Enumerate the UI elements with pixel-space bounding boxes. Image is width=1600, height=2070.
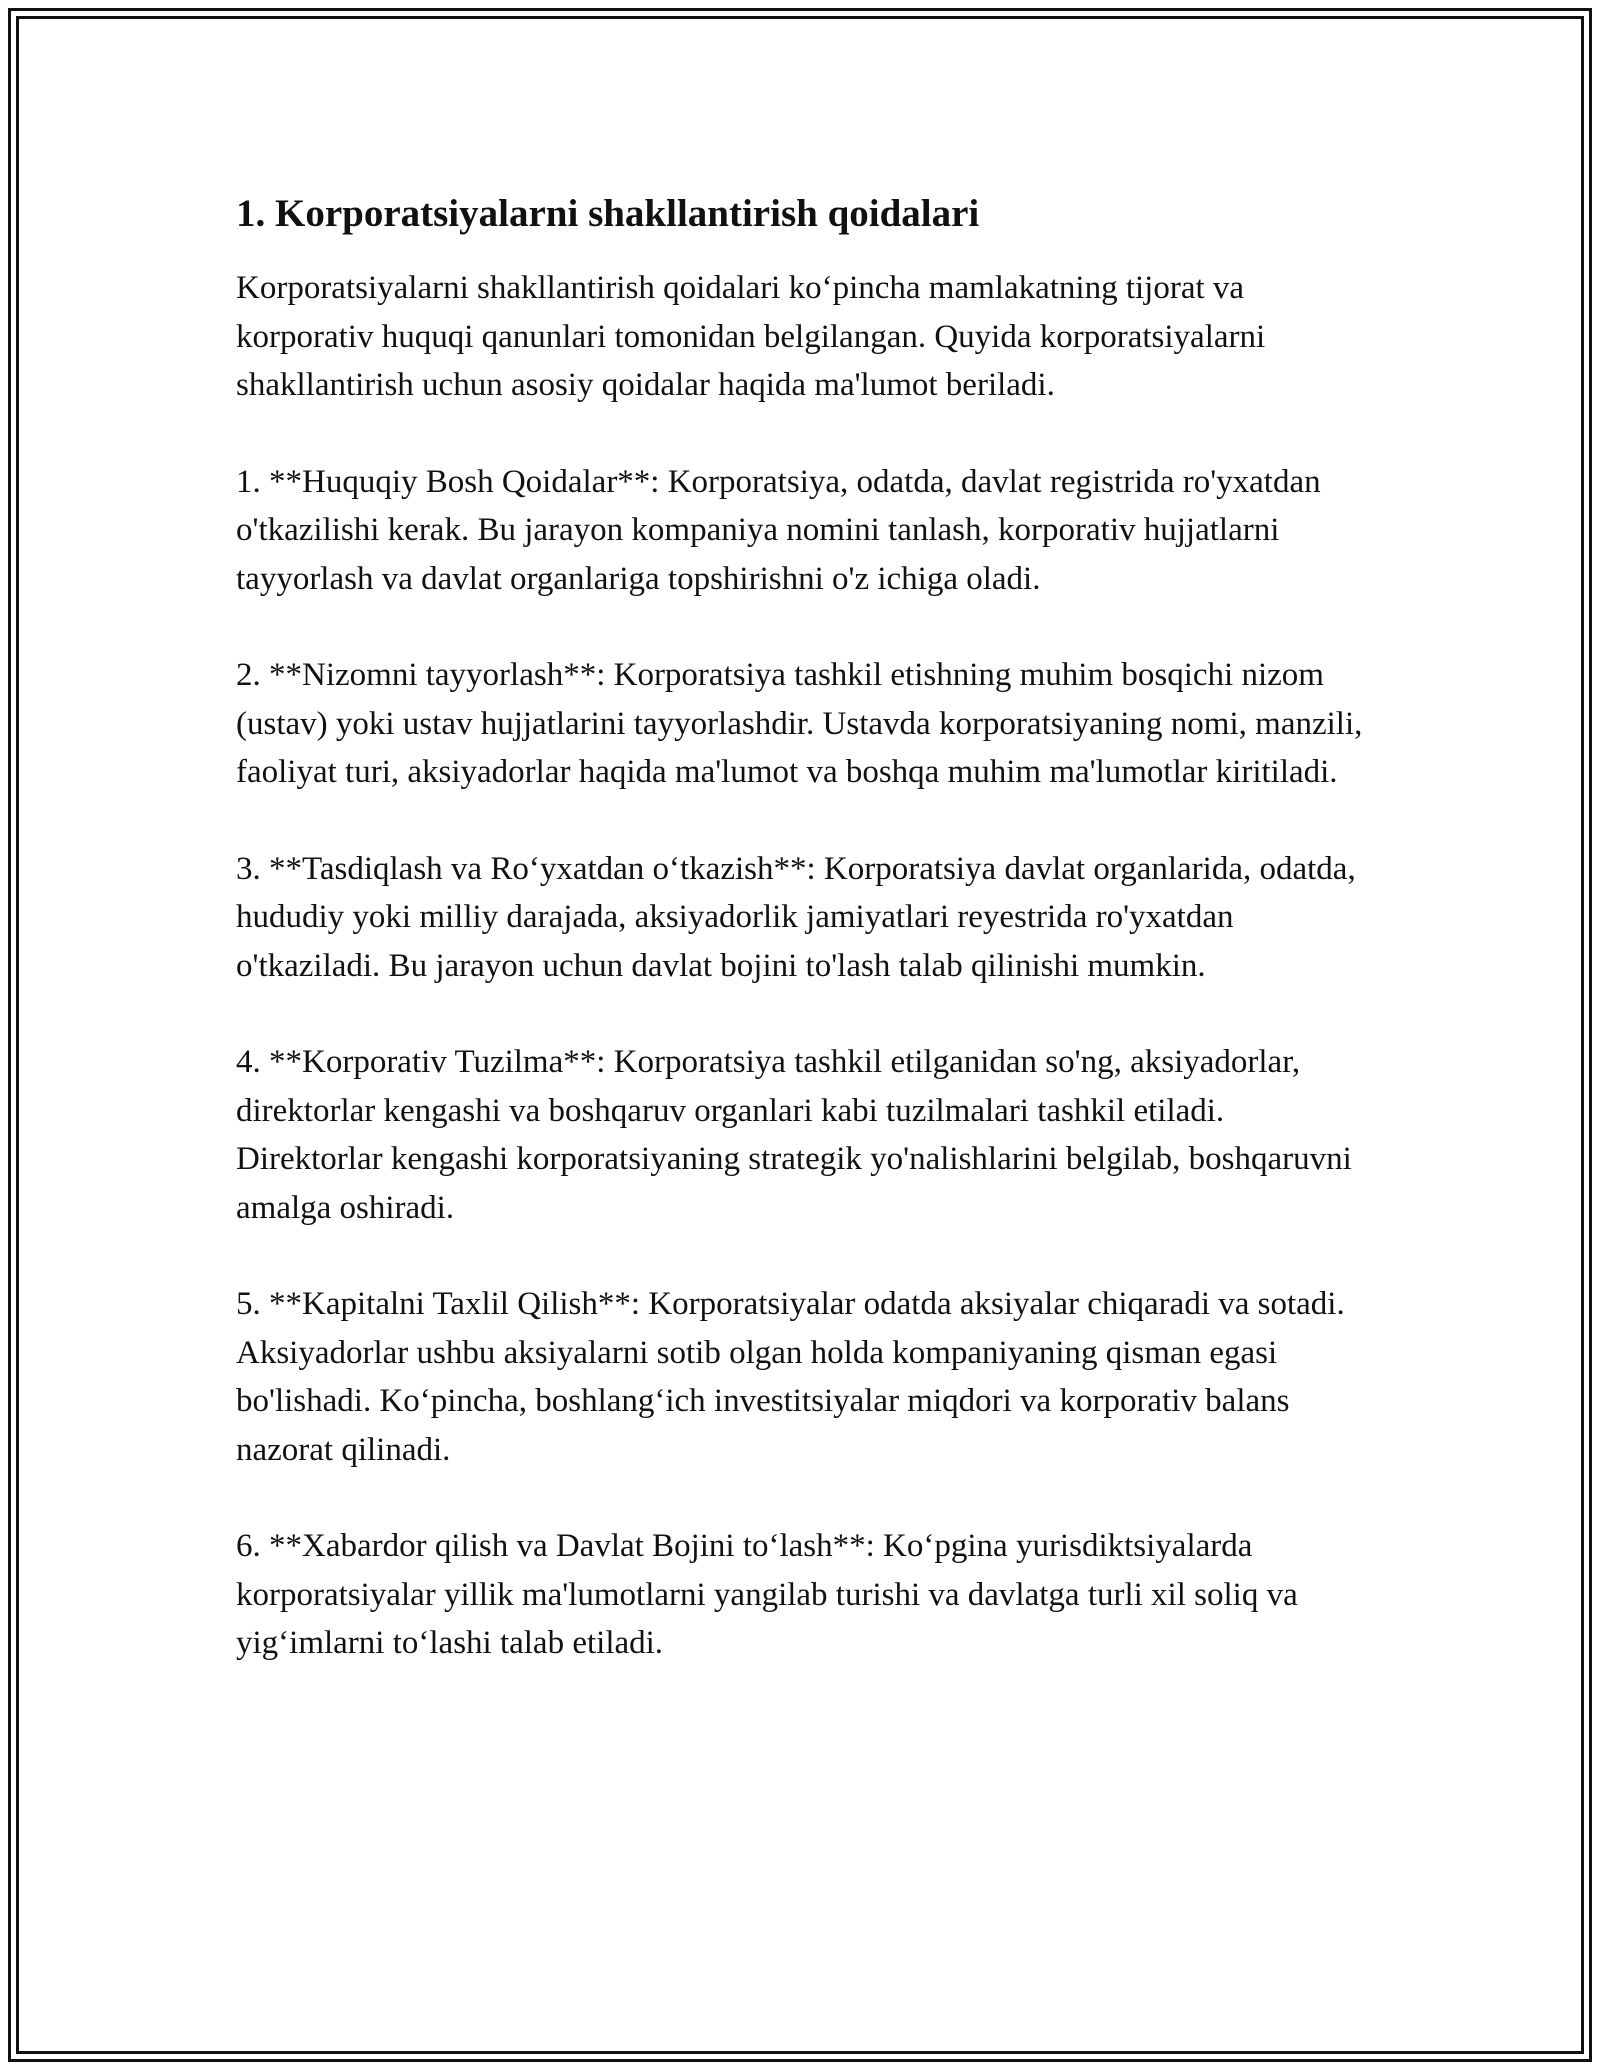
rule-item-5: 5. **Kapitalni Taxlil Qilish**: Korporatsiyalar odatda aksiyalar chiqaradi va sotadi. Aksiyadorlar ushbu aksiyalarni sotib olgan holda kompaniyaning qisman egasi bo'lishadi. Ko‘pincha, boshlang‘ich investitsiyalar miqdori va korporativ balans nazorat qilinadi. — [236, 1286, 1345, 1468]
intro-paragraph: Korporatsiyalarni shakllantirish qoidalari ko‘pincha mamlakatning tijorat va korporativ huquqi qanunlari tomonidan belgilangan. Quyida korporatsiyalarni shakllantirish uchun asosiy qoidalar haqida ma'lumot beriladi. — [236, 270, 1266, 403]
rule-item-1: 1. **Huquqiy Bosh Qoidalar**: Korporatsiya, odatda, davlat registrida ro'yxatdan o'tkazilishi kerak. Bu jarayon kompaniya nomini tanlash, korporativ hujjatlarni tayyorlash va davlat organlariga topshirishni o'z ichiga oladi. — [236, 463, 1321, 597]
section-heading: 1. Korporatsiyalarni shakllantirish qoidalari — [236, 192, 980, 235]
rule-item-2: 2. **Nizomni tayyorlash**: Korporatsiya tashkil etishning muhim bosqichi nizom (ustav) yoki ustav hujjatlarini tayyorlashdir. Ustavda korporatsiyaning nomi, manzili, faoliyat turi, aksiyadorlar haqida ma'lumot va boshqa muhim ma'lumotlar kiritiladi. — [236, 657, 1363, 790]
document-body — [236, 186, 1376, 1716]
rule-item-4: 4. **Korporativ Tuzilma**: Korporatsiya tashkil etilganidan so'ng, aksiyadorlar, direktorlar kengashi va boshqaruv organlari kabi tuzilmalari tashkil etiladi. Direktorlar kengashi korporatsiyaning strategik yo'nalishlarini belgilab, boshqaruvni amalga oshiradi. — [236, 1044, 1352, 1226]
rule-item-3: 3. **Tasdiqlash va Ro‘yxatdan o‘tkazish**: Korporatsiya davlat organlarida, odatda, hududiy yoki milliy darajada, aksiyadorlik jamiyatlari reyestrida ro'yxatdan o'tkaziladi. Bu jarayon uchun davlat bojini to'lash talab qilinishi mumkin. — [236, 850, 1356, 984]
rule-item-6: 6. **Xabardor qilish va Davlat Bojini to‘lash**: Ko‘pgina yurisdiktsiyalarda korporatsiyalar yillik ma'lumotlarni yangilab turishi va davlatga turli xil soliq va yig‘imlarni to‘lashi talab etiladi. — [236, 1528, 1298, 1661]
